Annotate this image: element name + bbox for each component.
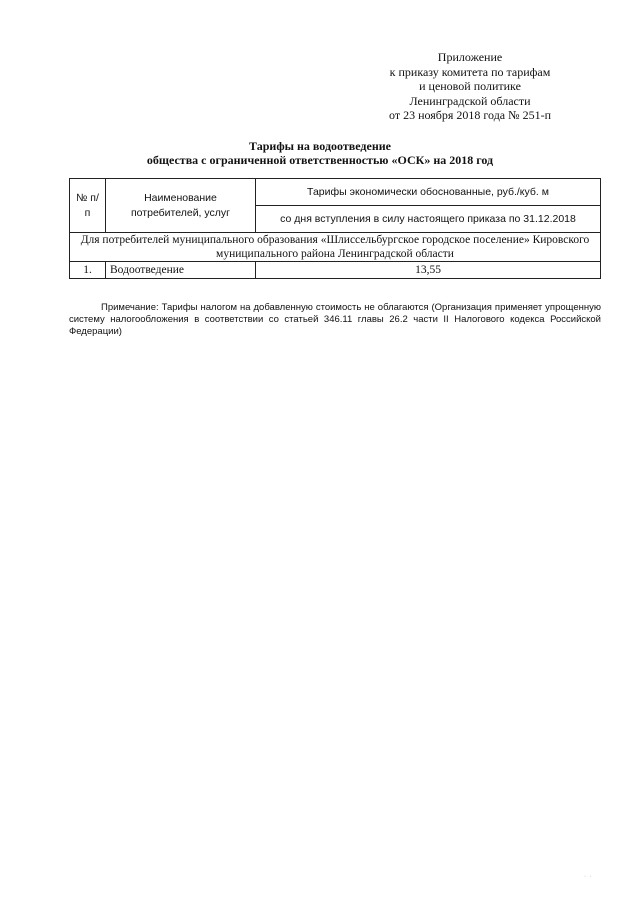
tariff-table — [69, 178, 601, 279]
row-name: Водоотведение — [106, 262, 256, 279]
annex-line-4: Ленинградской области — [409, 93, 531, 108]
table-header-row — [70, 179, 601, 206]
header-tariff: Тарифы экономически обоснованные, руб./куб. м — [256, 179, 601, 206]
annex-line-3: и ценовой политике — [419, 79, 521, 93]
header-name: Наименование потребителей, услуг — [106, 179, 256, 233]
table-group-row — [70, 233, 601, 262]
document-title — [0, 139, 640, 167]
header-period: со дня вступления в силу настоящего приказа по 31.12.2018 — [256, 206, 601, 233]
header-number: № п/п — [70, 179, 106, 233]
annex-line-1: Приложение — [437, 50, 503, 64]
title-line-1: Тарифы на водоотведение — [249, 139, 391, 153]
annex-line-5: от 23 ноября 2018 года № 251-п — [389, 108, 551, 122]
row-number: 1. — [70, 262, 106, 279]
corner-mark: · · — [584, 874, 593, 880]
annex-header — [360, 50, 580, 123]
title-line-2: общества с ограниченной ответственностью «ОСК» на 2018 год — [146, 153, 494, 167]
annex-line-2: к приказу комитета по тарифам — [389, 64, 551, 79]
table-row — [70, 262, 601, 279]
footnote: Примечание: Тарифы налогом на добавленную стоимость не облагаются (Организация применяет упрощенную систему налогообложения в соответствии со статьей 346.11 главы 26.2 части II Налогового кодекса Российской Федерации) — [69, 302, 601, 337]
consumer-group: Для потребителей муниципального образования «Шлиссельбургское городское поселение» Кировского муниципального района Ленинградской области — [70, 233, 601, 262]
row-value: 13,55 — [256, 262, 601, 279]
